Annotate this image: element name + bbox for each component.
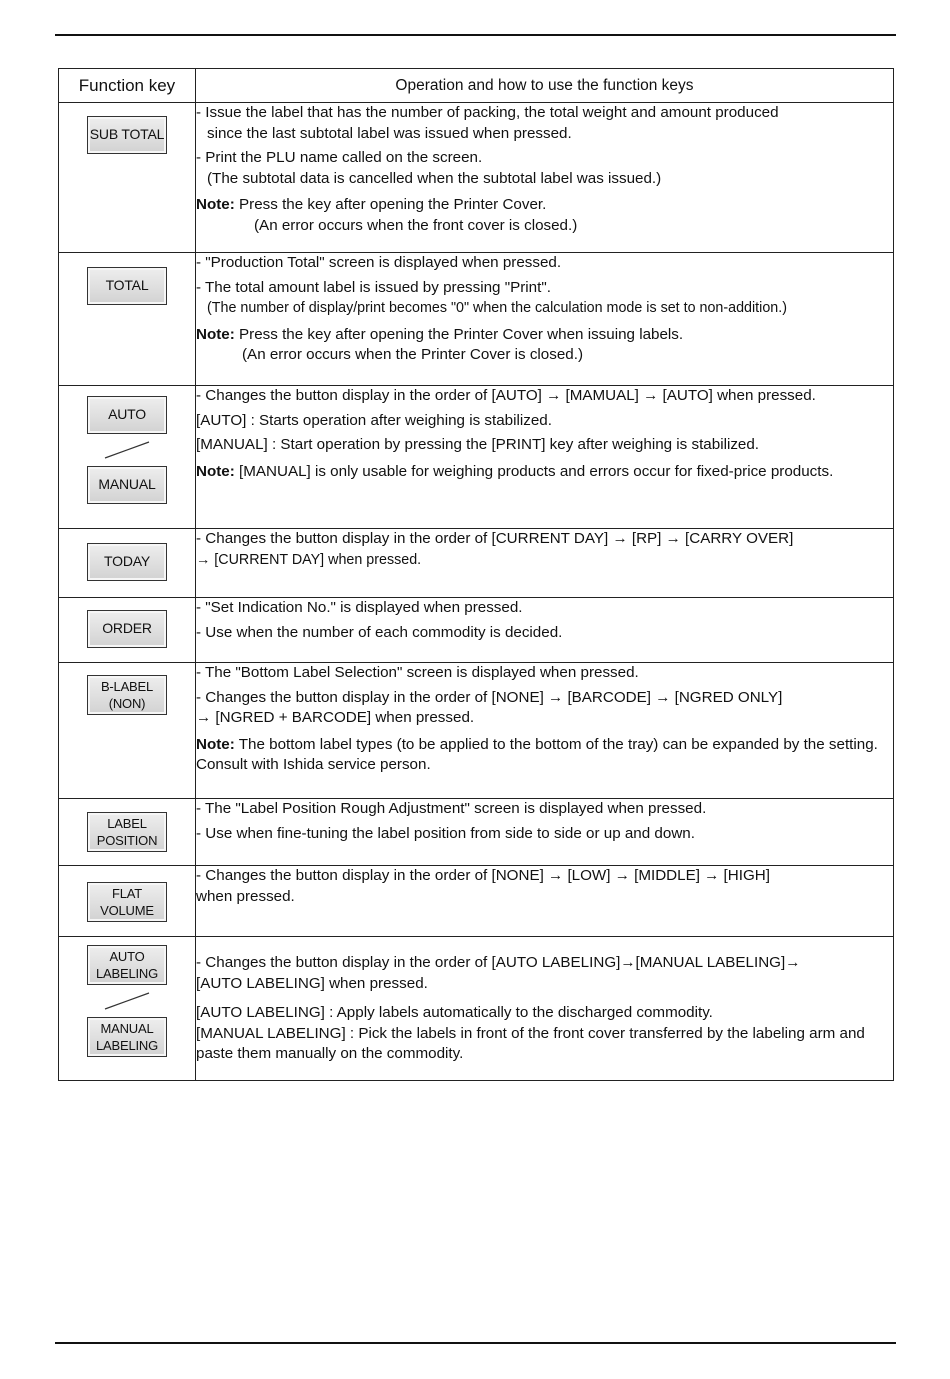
- function-key-table: [58, 68, 894, 1081]
- sub-total-key: SUB TOTAL: [87, 116, 167, 154]
- note-label: Note:: [196, 196, 235, 213]
- desc-line: - The "Bottom Label Selection" screen is displayed when pressed.: [196, 664, 639, 681]
- desc-line: - Changes the button display in the order of [AUTO] → [MAMUAL] → [AUTO] when pressed.: [196, 387, 816, 404]
- key-line: B-LABEL: [100, 679, 154, 694]
- desc-line: (The subtotal data is cancelled when the subtotal label was issued.): [207, 169, 662, 187]
- bottom-rule: [55, 1342, 896, 1344]
- desc-line: - Changes the button display in the order of [AUTO LABELING]→[MANUAL LABELING]→: [196, 954, 801, 971]
- desc-line: since the last subtotal label was issued when pressed.: [207, 124, 572, 142]
- key-line: LABELING: [96, 966, 158, 981]
- desc-line: [AUTO LABELING] : Apply labels automatically to the discharged commodity.: [196, 1004, 713, 1021]
- desc-line: - Print the PLU name called on the screen.: [196, 149, 483, 166]
- row-labeling: [59, 937, 894, 1081]
- desc-line: when pressed.: [196, 887, 295, 905]
- auto-key: AUTO: [87, 396, 167, 434]
- row-auto-manual: [59, 386, 894, 529]
- row-flat-volume: [59, 866, 894, 937]
- desc-line: - The "Label Position Rough Adjustment" screen is displayed when pressed.: [196, 800, 707, 817]
- row-sub-total: [59, 103, 894, 253]
- row-order: [59, 598, 894, 663]
- label-position-key: [87, 812, 167, 852]
- row-total: [59, 253, 894, 386]
- note-text: (An error occurs when the Printer Cover is closed.): [242, 346, 583, 363]
- desc-line: - Use when the number of each commodity is decided.: [196, 623, 563, 641]
- manual-labeling-key: [87, 1017, 167, 1057]
- table-header-row: [59, 69, 894, 103]
- desc-line: [AUTO] : Starts operation after weighing is stabilized.: [196, 411, 552, 429]
- key-line: LABEL: [107, 816, 147, 831]
- toggle-slash-icon: [97, 989, 157, 1013]
- key-line: MANUAL: [100, 1021, 154, 1036]
- today-key: TODAY: [87, 543, 167, 581]
- key-line: AUTO: [109, 949, 145, 964]
- row-label-position: [59, 799, 894, 866]
- desc-line: [MANUAL] : Start operation by pressing the [PRINT] key after weighing is stabilized.: [196, 436, 760, 453]
- b-label-key: [87, 675, 167, 715]
- key-line: FLAT: [111, 886, 143, 901]
- key-line: LABELING: [96, 1038, 158, 1053]
- note-label: Note:: [196, 462, 235, 480]
- row-b-label: [59, 663, 894, 799]
- desc-line: - Use when fine-tuning the label position from side to side or up and down.: [196, 824, 695, 842]
- header-operation: Operation and how to use the function keys: [196, 69, 894, 103]
- row-today: [59, 529, 894, 598]
- note-text: (An error occurs when the front cover is closed.): [254, 216, 578, 234]
- desc-line: - "Set Indication No." is displayed when pressed.: [196, 599, 523, 616]
- note-label: Note:: [196, 325, 235, 343]
- desc-line: - "Production Total" screen is displayed when pressed.: [196, 254, 562, 271]
- desc-line: - Changes the button display in the order of [NONE] → [BARCODE] → [NGRED ONLY]: [196, 688, 783, 706]
- key-line: (NON): [108, 696, 146, 711]
- note-text: [MANUAL] is only usable for weighing products and errors occur for fixed-price products.: [239, 462, 834, 480]
- desc-line: (The number of display/print becomes "0" when the calculation mode is set to non-addition.): [207, 300, 787, 316]
- flat-volume-key: [87, 882, 167, 922]
- desc-line: - Issue the label that has the number of packing, the total weight and amount produced: [196, 104, 779, 121]
- auto-labeling-key: [87, 945, 167, 985]
- top-rule: [55, 34, 896, 36]
- desc-line: - Changes the button display in the order of [CURRENT DAY] → [RP] → [CARRY OVER]: [196, 530, 794, 547]
- note-text: Press the key after opening the Printer Cover.: [239, 196, 547, 213]
- note-text: Press the key after opening the Printer Cover when issuing labels.: [239, 325, 684, 343]
- total-key: TOTAL: [87, 267, 167, 305]
- desc-line: - Changes the button display in the order of [NONE] → [LOW] → [MIDDLE] → [HIGH]: [196, 867, 770, 884]
- desc-line: [AUTO LABELING] when pressed.: [196, 974, 428, 992]
- desc-line: [MANUAL LABELING] : Pick the labels in front of the front cover transferred by the labeling arm and paste them manually on the commodity.: [196, 1024, 865, 1062]
- note-text: The bottom label types (to be applied to the bottom of the tray) can be expanded by the setting. Consult with Ishida service person.: [196, 735, 878, 773]
- toggle-slash-icon: [97, 438, 157, 462]
- note-label: Note:: [196, 735, 235, 753]
- order-key: ORDER: [87, 610, 167, 648]
- header-function-key: Function key: [59, 69, 196, 103]
- manual-key: MANUAL: [87, 466, 167, 504]
- desc-line: - The total amount label is issued by pressing "Print".: [196, 278, 551, 296]
- desc-line: → [CURRENT DAY] when pressed.: [196, 551, 422, 568]
- key-line: VOLUME: [100, 903, 154, 918]
- desc-line: → [NGRED + BARCODE] when pressed.: [196, 709, 475, 726]
- key-line: POSITION: [96, 833, 158, 848]
